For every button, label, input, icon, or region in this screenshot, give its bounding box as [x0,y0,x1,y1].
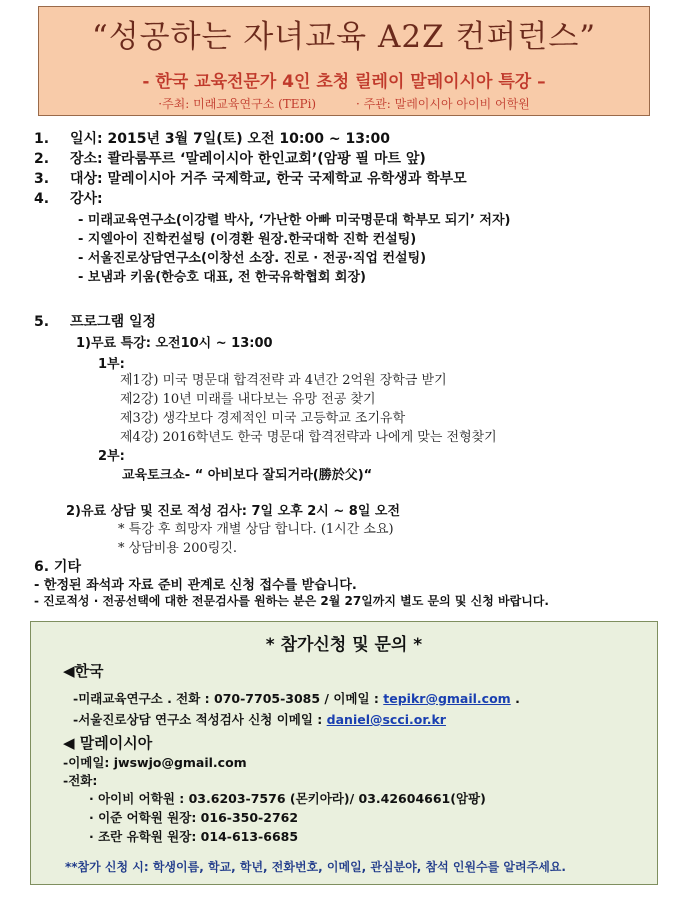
speaker-4: - 보냄과 키움(한승호 대표, 전 한국유학협회 회장) [78,270,366,285]
korea-label: ◀한국 [63,662,104,680]
paid-note-2: * 상담비용 200링깃. [118,541,238,556]
contact-title: * 참가신청 및 문의 * [265,635,423,655]
contact-box [30,621,658,885]
free-lecture: 1)무료 특강: 오전10시 ~ 13:00 [76,336,273,351]
page-subtitle: - 한국 교육전문가 4인 초청 릴레이 말레이시아 특강 – [142,72,546,92]
item-speakers: 4. 강사: [34,191,103,207]
phone-3: · 조란 유학원 원장: 014-613-6685 [89,829,299,844]
host-text: ·주최: 미래교육연구소 (TEPi) [158,97,317,111]
tepi-email-link[interactable]: tepikr@gmail.com [383,691,511,706]
scci-email-link[interactable]: daniel@scci.or.kr [326,712,446,727]
speaker-1: - 미래교육연구소(이강렬 박사, ‘가난한 아빠 미국명문대 학부모 되기’ 저자) [78,213,511,228]
talk-show: 교육토크쇼- “ 아비보다 잘되거라(勝於父)“ [122,468,373,483]
lecture-2: 제2강) 10년 미래를 내다보는 유망 전공 찾기 [120,392,376,407]
malaysia-label: ◀ 말레이시아 [63,734,153,752]
application-note: **참가 신청 시: 학생이름, 학교, 학년, 전화번호, 이메일, 관심분야, 참석 인원수를 알려주세요. [65,860,566,874]
part-1: 1부: [98,357,125,372]
item-program: 5. 프로그램 일정 [34,314,157,330]
phone-2: · 이준 어학원 원장: 016-350-2762 [89,810,299,825]
paid-note-1: * 특강 후 희망자 개별 상담 합니다. (1시간 소요) [118,522,394,537]
korea-contact-2: -서울진로상담 연구소 적성검사 신청 이메일 : daniel@scci.or.kr [73,712,446,727]
phone-1: · 아이비 어학원 : 03.6203-7576 (몬키아라)/ 03.42604661(암팡) [89,791,486,806]
speaker-3: - 서울진로상담연구소(이창선 소장. 진로 · 전공·직업 컨설팅) [78,251,427,266]
etc-2: - 진로적성 · 전공선택에 대한 전문검사를 원하는 분은 2월 27일까지 별도 문의 및 신청 바랍니다. [34,594,549,608]
header-banner [38,6,650,116]
host-line [39,95,649,112]
lecture-4: 제4강) 2016학년도 한국 명문대 합격전략과 나에게 맞는 전형찾기 [120,430,497,445]
item-target: 3. 대상: 말레이시아 거주 국제학교, 한국 국제학교 유학생과 학부모 [34,171,467,187]
lecture-3: 제3강) 생각보다 경제적인 미국 고등학교 조기유학 [120,411,406,426]
item-place: 2. 장소: 콸라룸푸르 ‘말레이시아 한인교회’(암팡 필 마트 앞) [34,151,426,167]
speaker-2: - 지엘아이 진학컨설팅 (이경환 원장.한국대학 진학 컨설팅) [78,232,417,247]
organizer-text: · 주관: 말레이시아 아이비 어학원 [355,97,530,111]
paid-consulting: 2)유료 상담 및 진로 적성 검사: 7일 오후 2시 ~ 8일 오전 [66,504,401,519]
malaysia-phone-label: -전화: [63,773,98,788]
page-title: “성공하는 자녀교육 A2Z 컨퍼런스” [91,19,597,55]
item-date: 1. 일시: 2015년 3월 7일(토) 오전 10:00 ~ 13:00 [34,131,391,147]
lecture-1: 제1강) 미국 명문대 합격전략 과 4년간 2억원 장학금 받기 [120,373,447,388]
part-2: 2부: [98,449,125,464]
korea-contact-1: -미래교육연구소 . 전화 : 070-7705-3085 / 이메일 : tepikr@gmail.com . [73,691,520,706]
item-etc: 6. 기타 [34,559,81,575]
malaysia-email: -이메일: jwswjo@gmail.com [63,755,247,770]
etc-1: - 한정된 좌석과 자료 준비 관계로 신청 접수를 받습니다. [34,578,357,593]
